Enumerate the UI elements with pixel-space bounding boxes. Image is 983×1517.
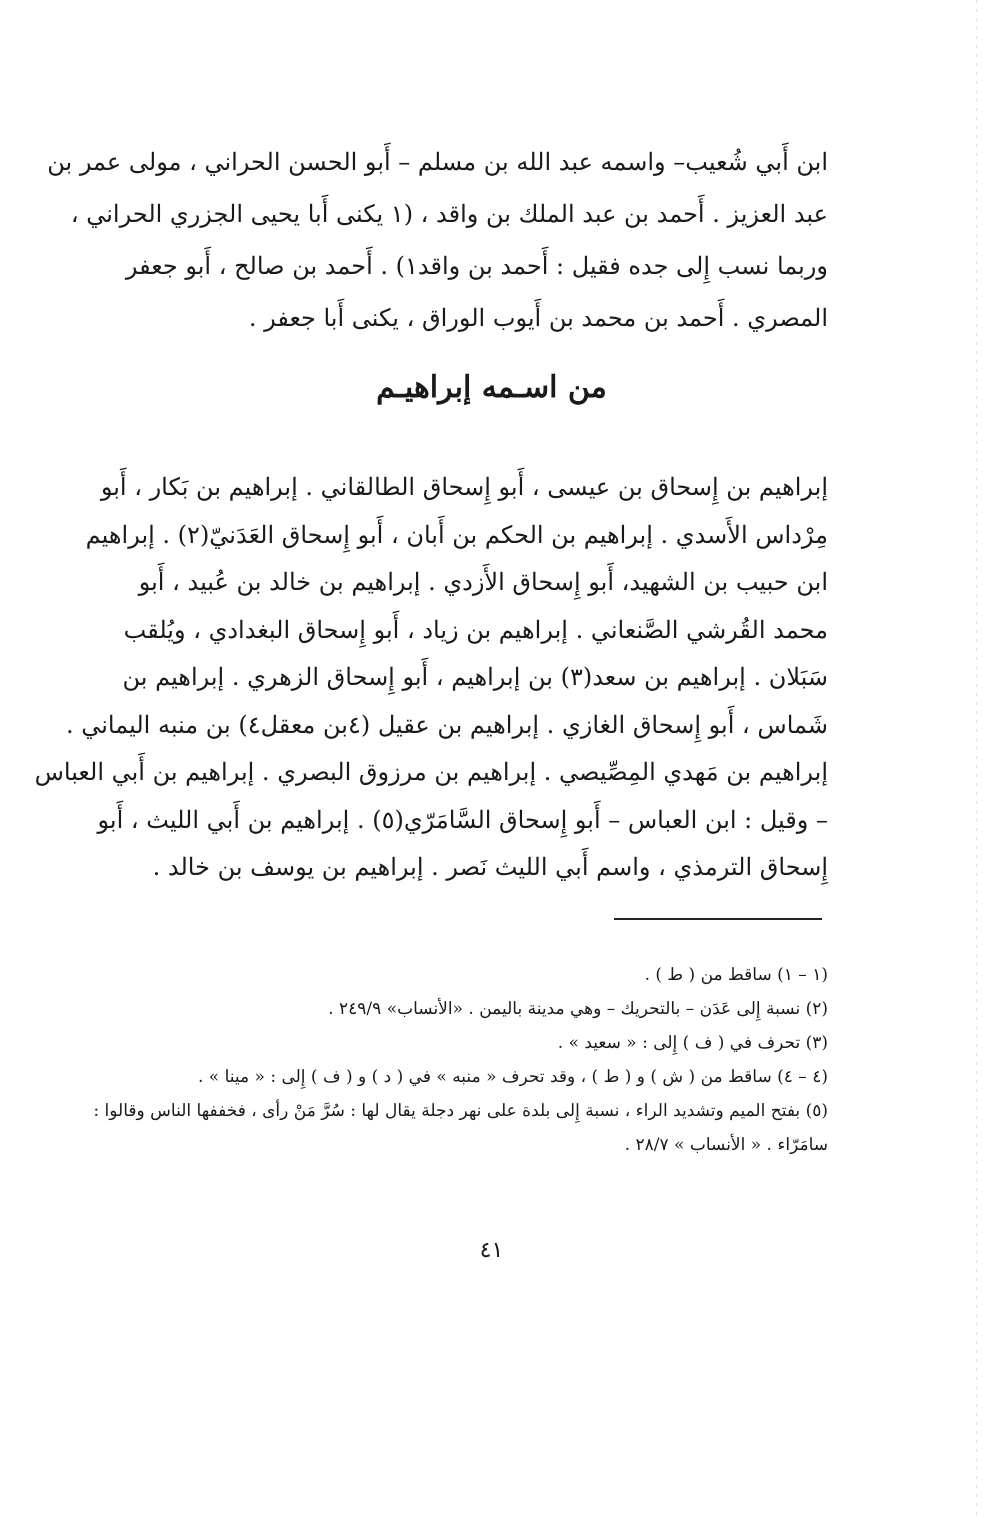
text-line: شَماس ، أَبو إِسحاق الغازي . إبراهيم بن عقيل (٤بن معقل٤) بن منبه اليماني .	[65, 710, 828, 739]
scan-edge-artifact	[976, 0, 977, 1517]
footnotes	[93, 958, 828, 1162]
footnote-5-continuation: سامَرّاء . « الأنساب » ٢٨/٧ .	[624, 1135, 828, 1155]
intro-paragraph	[47, 136, 828, 344]
section-heading: من اسـمه إبراهيـم	[376, 370, 607, 405]
footnote-4: (٤ – ٤) ساقط من ( ش ) و ( ط ) ، وقد تحرف « منبه » في ( د ) و ( ف ) إِلى : « مينا » .	[197, 1067, 828, 1087]
text-line: إِسحاق الترمذي ، واسم أَبي الليث نَصر . إبراهيم بن يوسف بن خالد .	[152, 853, 828, 881]
text-line: – وقيل : ابن العباس – أَبو إِسحاق السَّامَرّي(٥) . إبراهيم بن أَبي الليث ، أَبو	[97, 805, 828, 834]
footnote-2: (٢) نسبة إِلى عَدَن – بالتحريك – وهي مدينة باليمن . «الأنساب» ٢٤٩/٩ .	[328, 999, 828, 1019]
text-line: محمد القُرشي الصَّنعاني . إبراهيم بن زياد ، أَبو إِسحاق البغدادي ، ويُلقب	[123, 615, 828, 644]
ibrahim-paragraph	[34, 464, 828, 892]
text-line: عبد العزيز . أَحمد بن عبد الملك بن واقد ، (١ يكنى أَبا يحيى الجزري الحراني ،	[70, 200, 828, 228]
text-line: وربما نسب إِلى جده فقيل : أَحمد بن واقد١) . أَحمد بن صالح ، أَبو جعفر	[125, 252, 828, 280]
page-number: ٤١	[479, 1238, 504, 1263]
text-line: ابن حبيب بن الشهيد، أَبو إِسحاق الأَزدي . إبراهيم بن خالد بن عُبيد ، أَبو	[138, 568, 828, 596]
text-line: إبراهيم بن إِسحاق بن عيسى ، أَبو إِسحاق الطالقاني . إبراهيم بن بَكار ، أَبو	[100, 473, 828, 501]
text-line: إبراهيم بن مَهدي المِصِّيصي . إبراهيم بن مرزوق البصري . إبراهيم بن أَبي العباس	[34, 758, 828, 786]
text-line: سَبَلان . إبراهيم بن سعد(٣) بن إبراهيم ، أَبو إِسحاق الزهري . إبراهيم بن	[122, 663, 828, 691]
footnote-separator	[614, 918, 822, 920]
text-line: المصري . أَحمد بن محمد بن أَيوب الوراق ، يكنى أَبا جعفر .	[248, 304, 828, 332]
footnote-3: (٣) تحرف في ( ف ) إِلى : « سعيد » .	[557, 1033, 828, 1053]
text-line: ابن أَبي شُعيب– واسمه عبد الله بن مسلم – أَبو الحسن الحراني ، مولى عمر بن	[47, 148, 828, 176]
text-line: مِرْداس الأَسدي . إبراهيم بن الحكم بن أَبان ، أَبو إِسحاق العَدَنيّ(٢) . إبراهيم	[85, 520, 828, 549]
footnote-5: (٥) بفتح الميم وتشديد الراء ، نسبة إِلى بلدة على نهر دجلة يقال لها : سُرَّ مَنْ رأى ، فخففها الناس وقالوا :	[93, 1101, 828, 1121]
footnote-1: (١ – ١) ساقط من ( ط ) .	[644, 965, 828, 985]
